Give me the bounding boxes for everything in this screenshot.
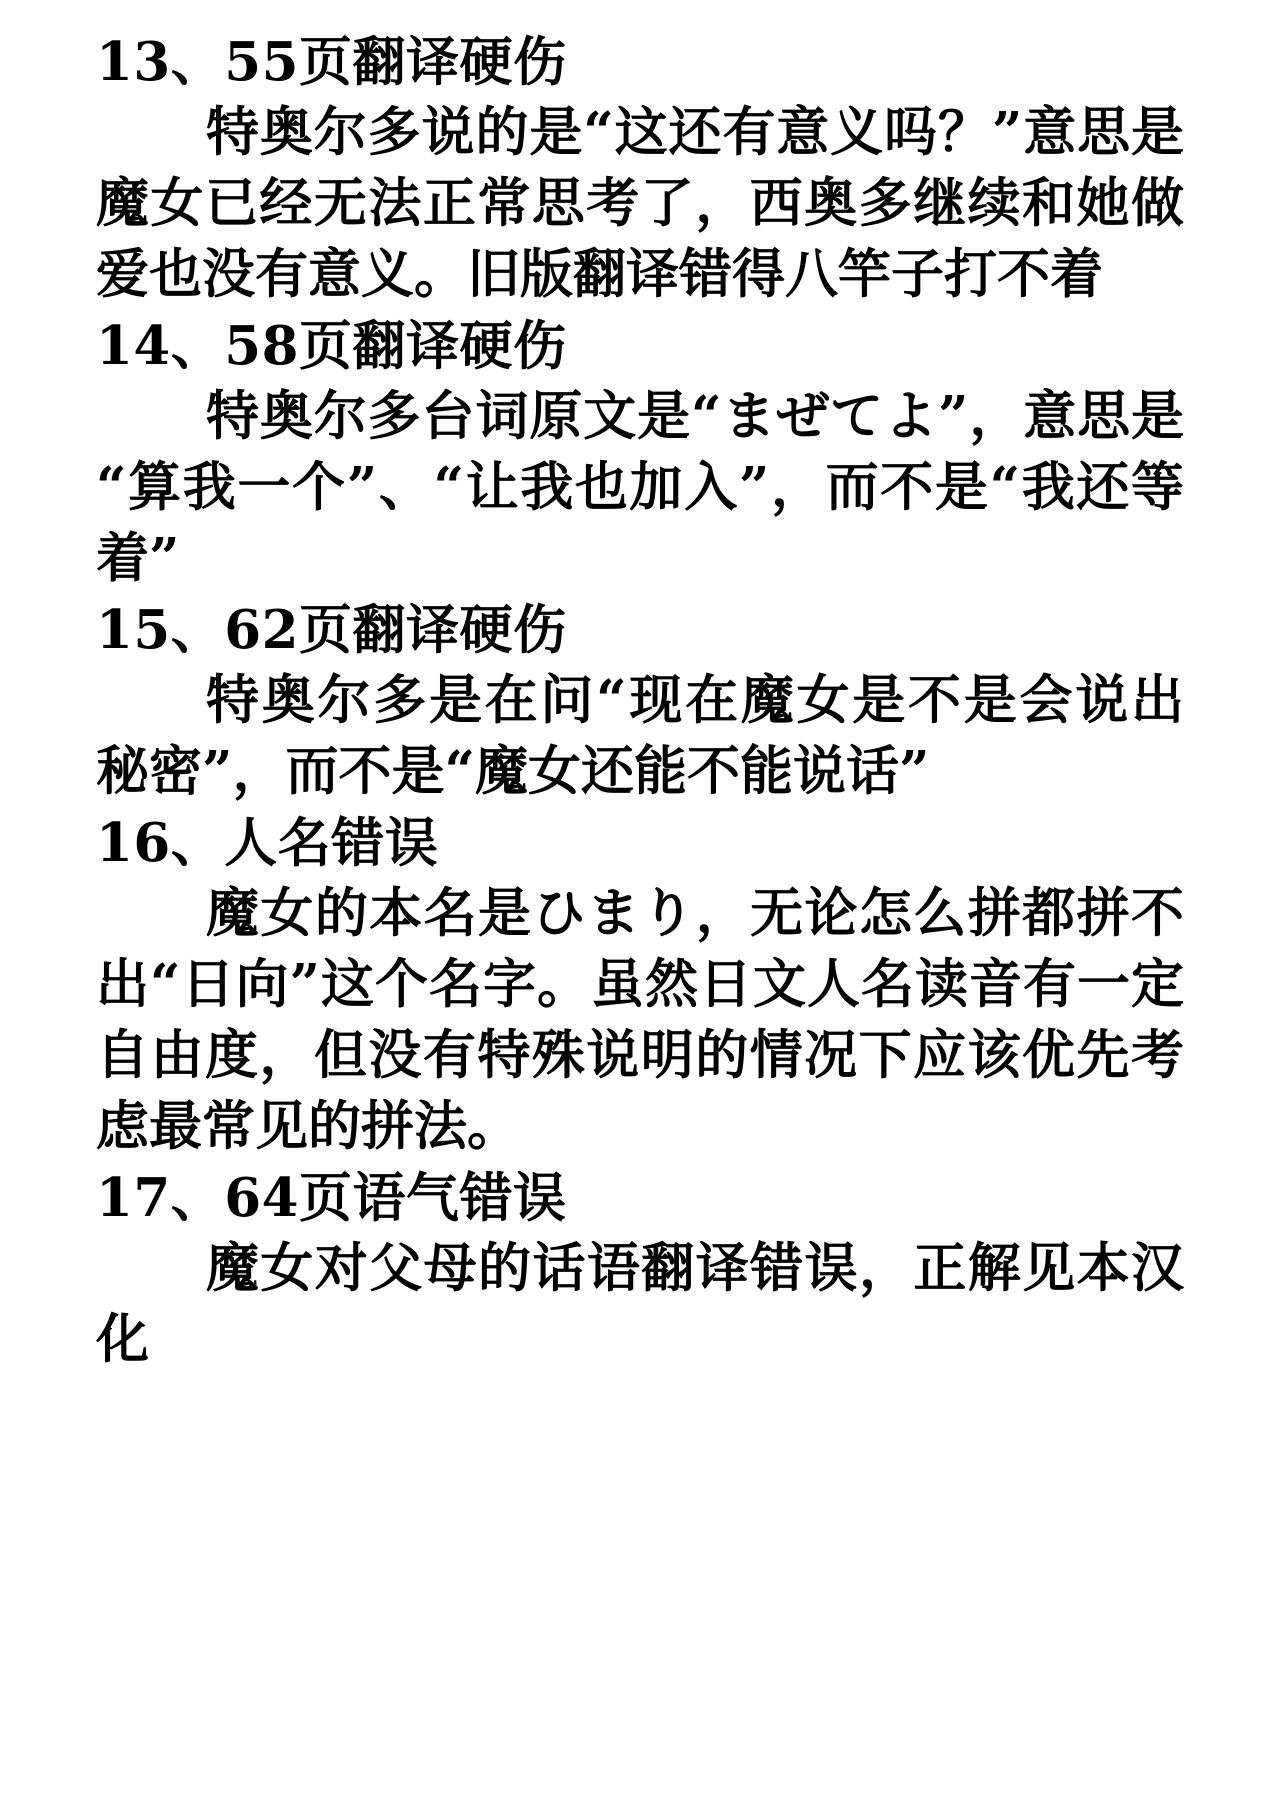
entry-heading: 17、64页语气错误: [96, 1166, 567, 1229]
entry-body: 魔女的本名是ひまり，无论怎么拼都拼不出“日向”这个名字。虽然日文人名读音有一定自由度，但没有特殊说明的情况下应该优先考虑最常见的拼法。: [96, 881, 1184, 1157]
entry-heading: 15、62页翻译硬伤: [96, 598, 567, 661]
list-item: [96, 596, 1184, 807]
list-item: [96, 809, 1184, 1162]
list-item: [96, 312, 1184, 594]
list-item: [96, 1164, 1184, 1375]
entry-body: 特奥尔多台词原文是“まぜてよ”，意思是“算我一个”、“让我也加入”，而不是“我还等着”: [96, 384, 1184, 589]
list-item: [96, 28, 1184, 310]
entry-heading: 14、58页翻译硬伤: [96, 314, 567, 377]
entry-heading: 13、55页翻译硬伤: [96, 31, 567, 93]
entry-heading: 16、人名错误: [96, 811, 439, 874]
entry-body: 特奥尔多说的是“这还有意义吗？”意思是魔女已经无法正常思考了，西奥多继续和她做爱也没有意义。旧版翻译错得八竿子打不着: [96, 100, 1184, 305]
entry-body: 魔女对父母的话语翻译错误，正解见本汉化: [96, 1236, 1184, 1370]
entry-body: 特奥尔多是在问“现在魔女是不是会说出秘密”，而不是“魔女还能不能说话”: [96, 668, 1184, 802]
